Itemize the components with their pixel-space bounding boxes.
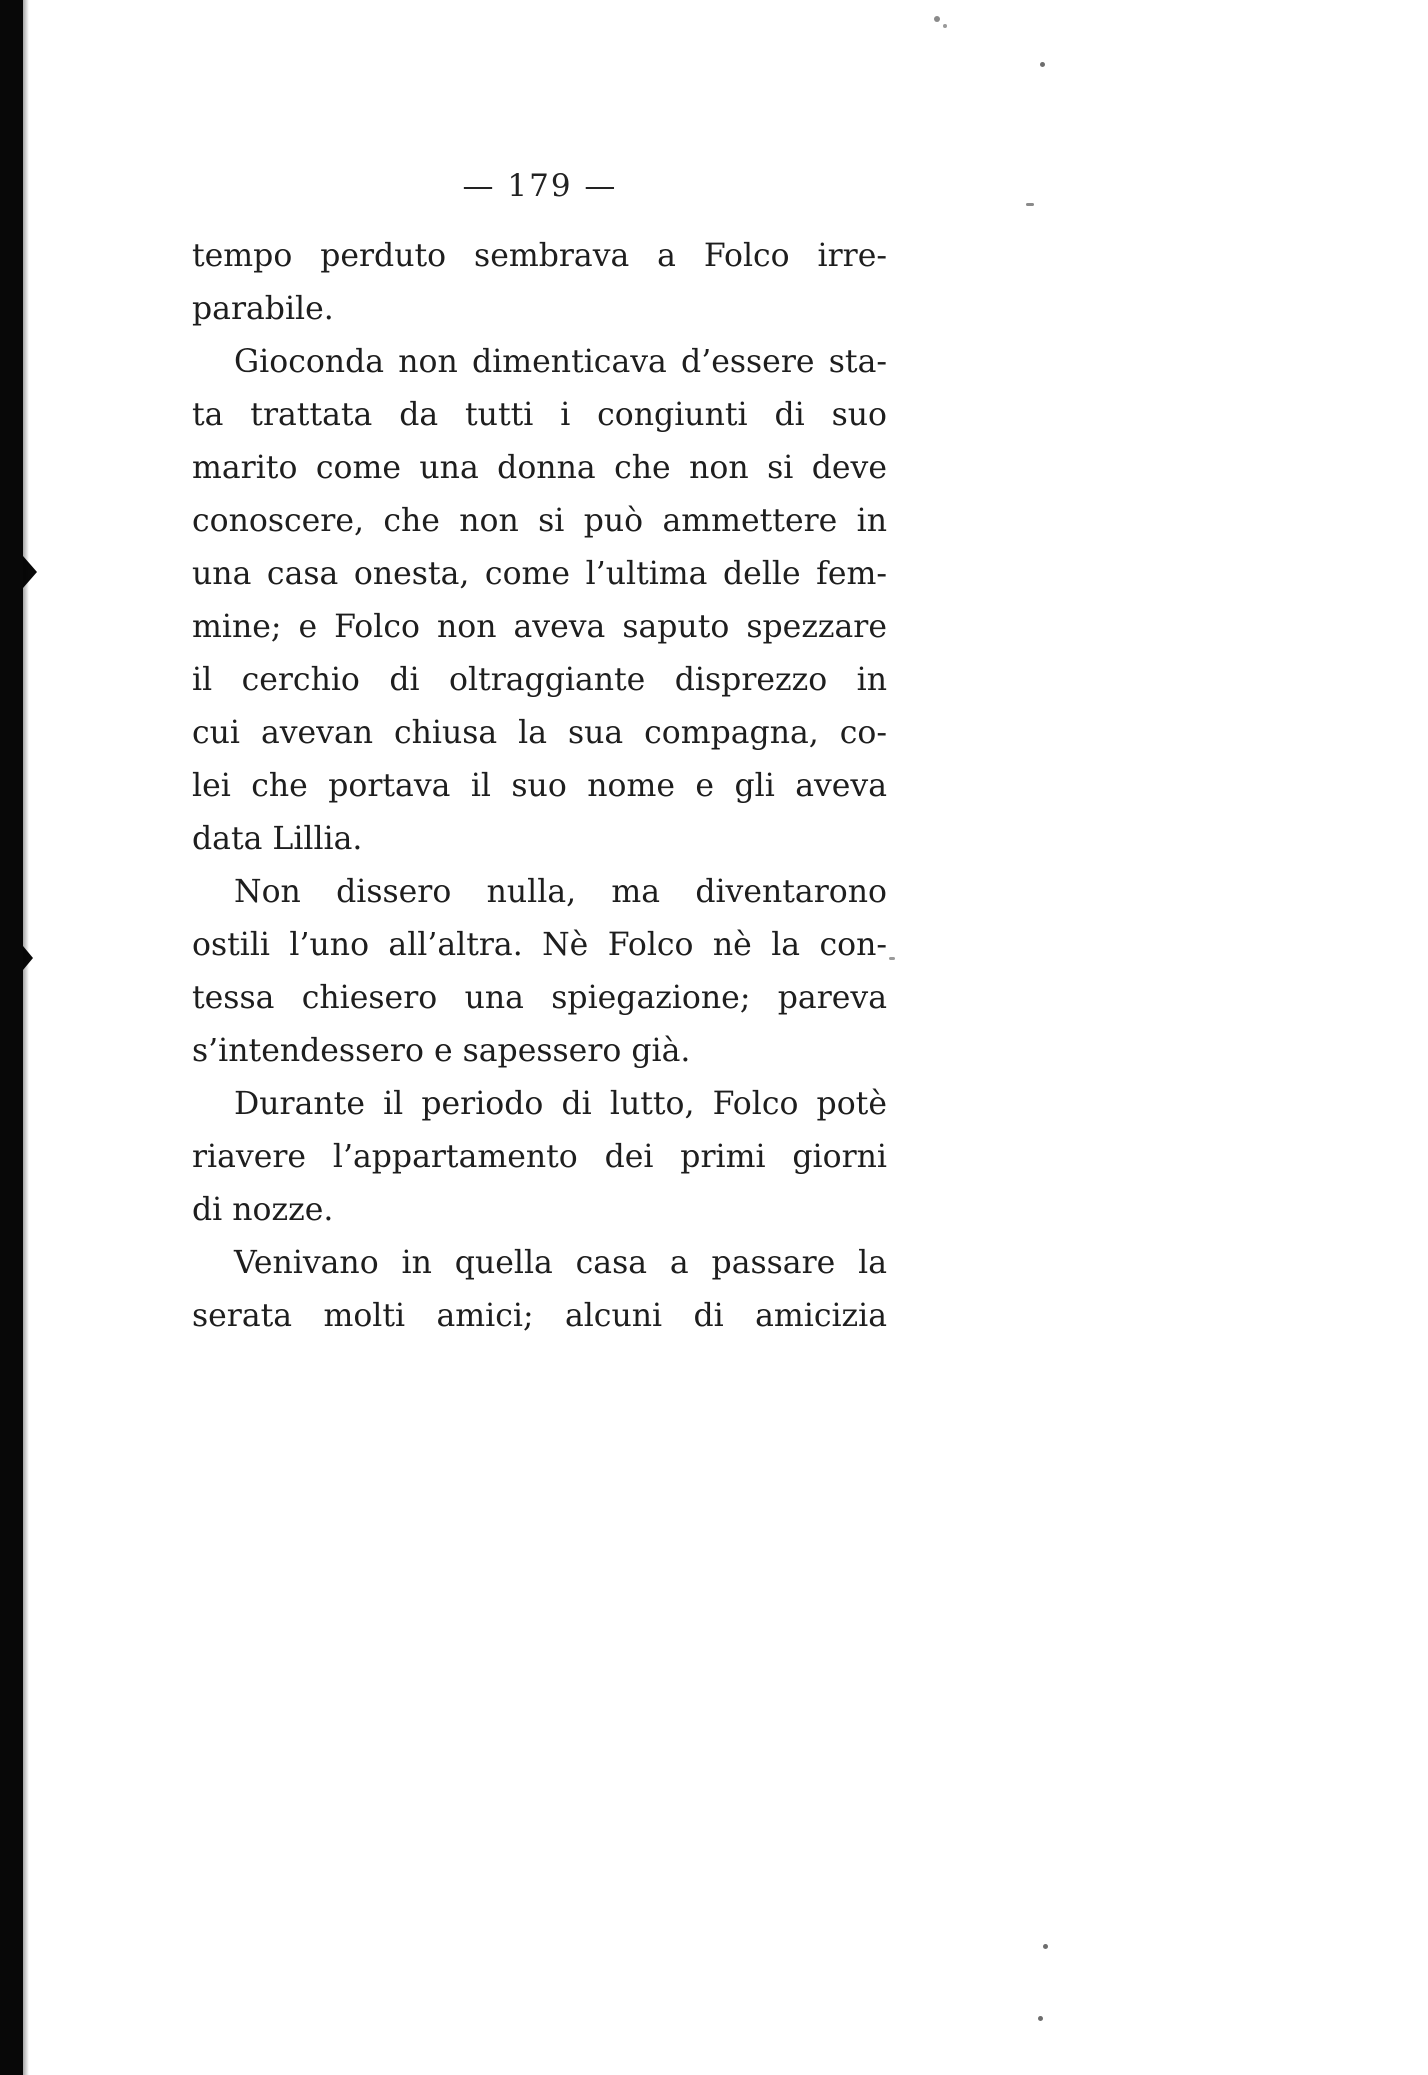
text-line: riavere l’appartamento dei primi giorni [192, 1139, 887, 1175]
text-line: tessa chiesero una spiegazione; pareva [192, 980, 887, 1016]
text-line: cui avevan chiusa la sua compagna, co- [192, 715, 887, 751]
ink-speck [889, 957, 895, 960]
text-line: serata molti amici; alcuni di amicizia [192, 1298, 887, 1334]
text-line: s’intendessero e sapessero già. [192, 1033, 691, 1069]
ink-speck [943, 24, 947, 28]
text-line: Gioconda non dimenticava d’essere sta- [234, 344, 887, 380]
paragraph [192, 1078, 887, 1237]
paragraph [192, 230, 887, 336]
paragraph [192, 1237, 887, 1343]
text-line: ta trattata da tutti i congiunti di suo [192, 397, 887, 433]
text-line: una casa onesta, come l’ultima delle fem- [192, 556, 887, 592]
text-line: lei che portava il suo nome e gli aveva [192, 768, 887, 804]
text-line: data Lillia. [192, 821, 363, 857]
ink-speck [1038, 2016, 1043, 2021]
page-text [192, 230, 887, 1343]
text-line: marito come una donna che non si deve [192, 450, 887, 486]
page-number: — 179 — [462, 168, 618, 204]
text-line: di nozze. [192, 1192, 334, 1228]
binding-shadow-bar [0, 0, 23, 2075]
text-line: Non dissero nulla, ma diventarono [234, 874, 887, 910]
text-line: il cerchio di oltraggiante disprezzo in [192, 662, 887, 698]
ink-speck [934, 16, 940, 22]
text-line: ostili l’uno all’altra. Nè Folco nè la con- [192, 927, 887, 963]
paragraph [192, 336, 887, 866]
binding-shadow-gradient [23, 0, 29, 2075]
text-line: parabile. [192, 291, 334, 327]
ink-speck [1040, 62, 1045, 67]
ink-speck [1043, 1944, 1048, 1949]
text-line: tempo perduto sembrava a Folco irre- [192, 238, 887, 274]
text-line: Durante il periodo di lutto, Folco potè [234, 1086, 887, 1122]
ink-speck [1026, 203, 1034, 206]
text-line: Venivano in quella casa a passare la [234, 1245, 887, 1281]
paragraph [192, 866, 887, 1078]
text-line: mine; e Folco non aveva saputo spezzare [192, 609, 887, 645]
text-line: conoscere, che non si può ammettere in [192, 503, 887, 539]
